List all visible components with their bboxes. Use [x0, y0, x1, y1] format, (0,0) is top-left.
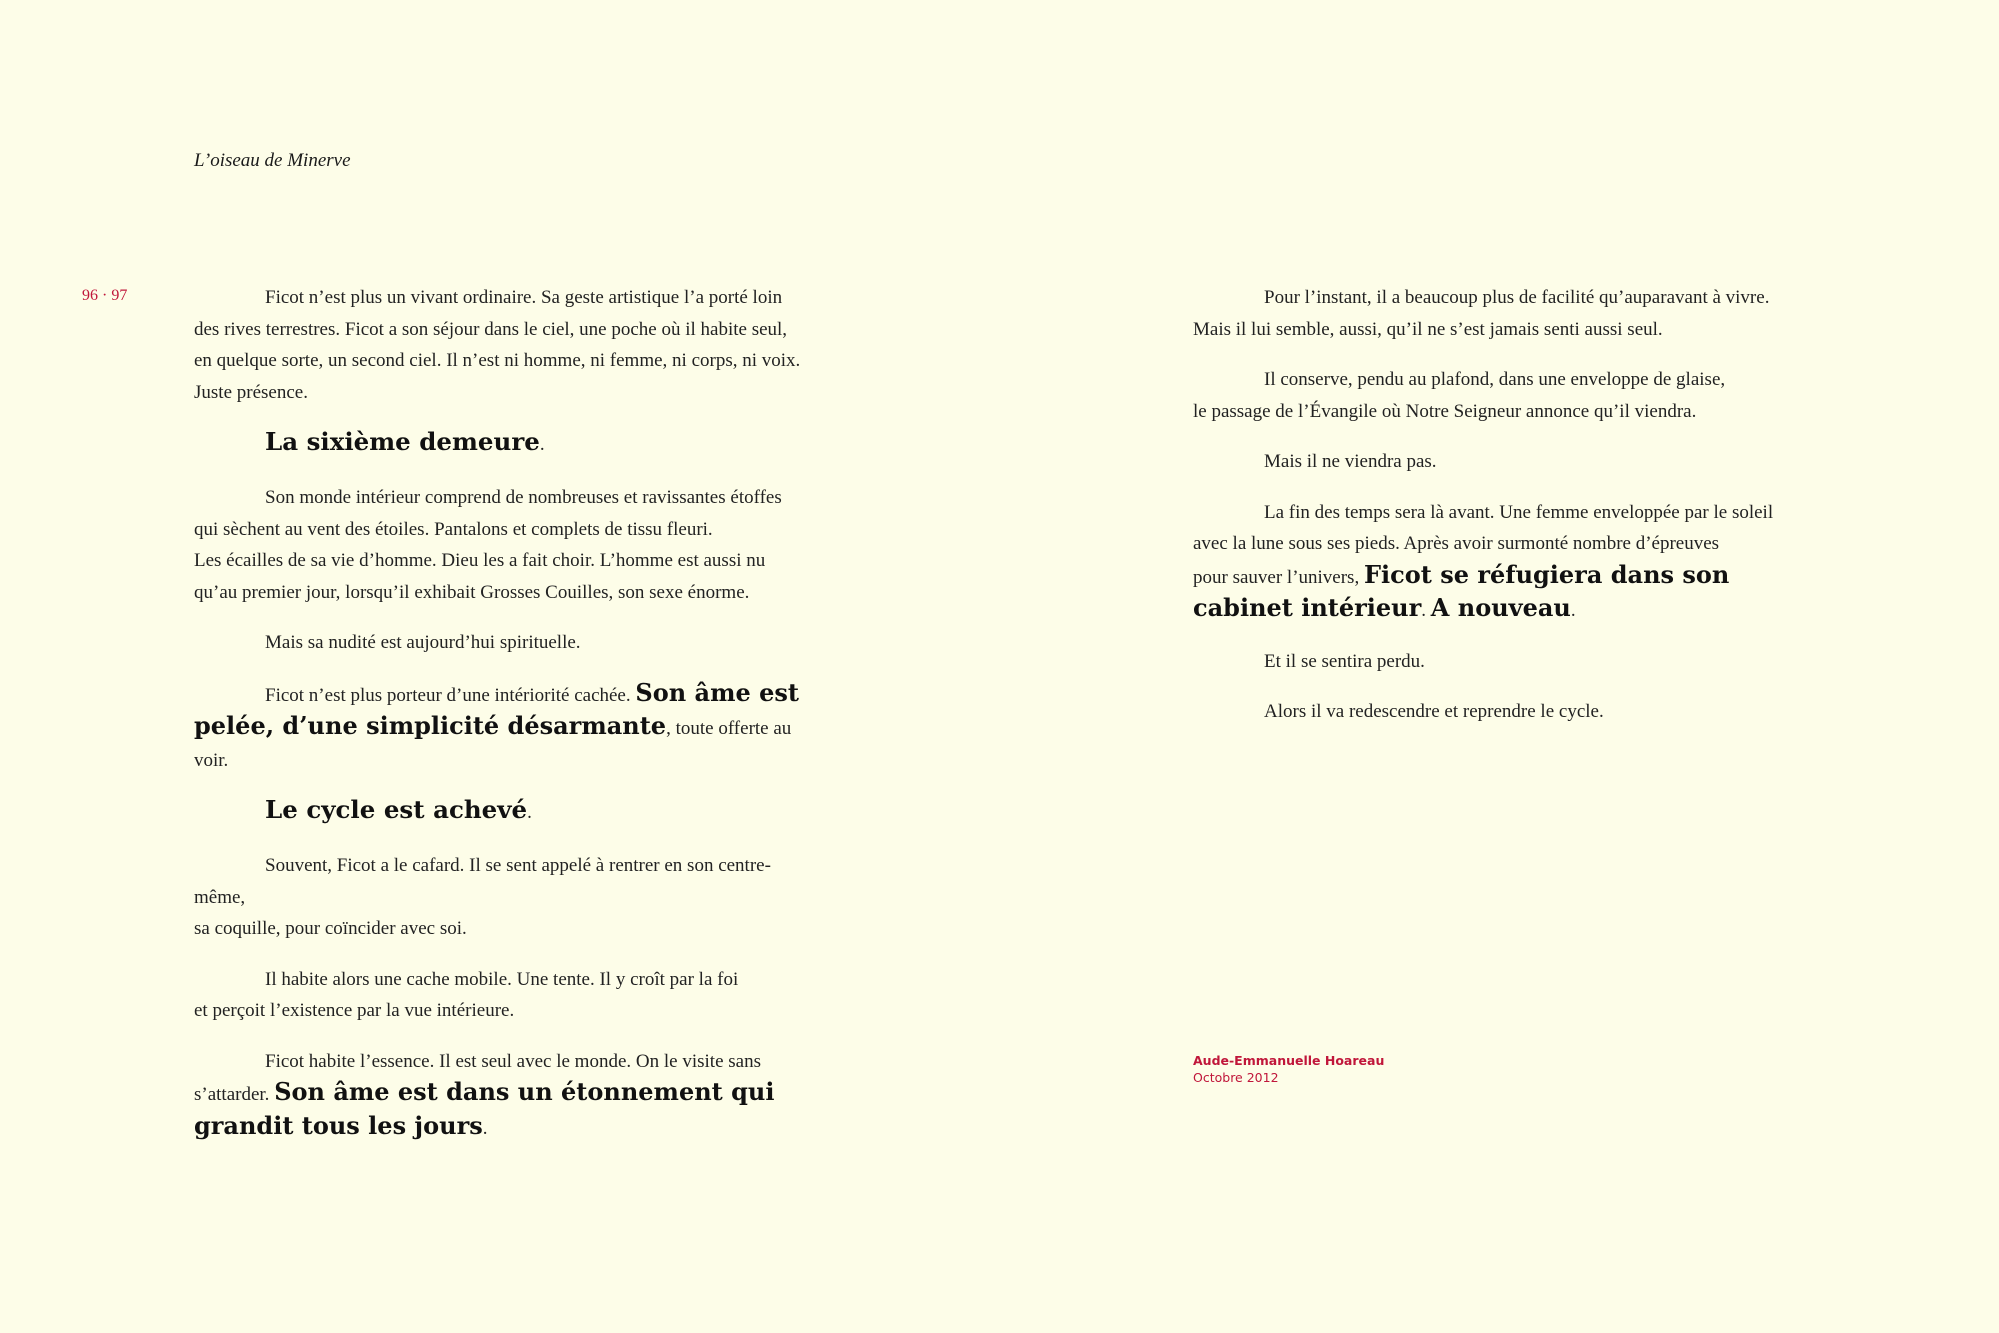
paragraph: Ficot n’est plus porteur d’une intériorité cachée. Son âme est pelée, d’une simplicité désarmante, toute offerte au voir.: [194, 677, 799, 771]
paragraph: Alors il va redescendre et reprendre le cycle.: [1264, 701, 1604, 722]
emphasis: A nouveau: [1430, 593, 1571, 622]
right-column: [1193, 282, 1793, 747]
section-heading: La sixième demeure.: [265, 427, 545, 456]
paragraph: Mais il ne viendra pas.: [1264, 451, 1437, 472]
paragraph: Ficot n’est plus un vivant ordinaire. Sa geste artistique l’a porté loin des rives terrestres. Ficot a son séjour dans le ciel, une poche où il habite seul, en quelque sorte, un second ciel. Il n’est ni homme, ni femme, ni corps, ni voix. Juste présence.: [194, 287, 801, 403]
author-name: Aude-Emmanuelle Hoareau: [1193, 1053, 1385, 1068]
paragraph: La fin des temps sera là avant. Une femme enveloppée par le soleil avec la lune sous ses pieds. Après avoir surmonté nombre d’épreuves pour sauver l’univers, Ficot se réfugiera dans son cabinet intérieur. A nouveau.: [1193, 501, 1774, 622]
left-column: [194, 282, 814, 1163]
paragraph: Souvent, Ficot a le cafard. Il se sent appelé à rentrer en son centre-même, sa coquille, pour coïncider avec soi.: [194, 855, 771, 939]
section-heading: Le cycle est achevé.: [265, 795, 532, 824]
running-title: L’oiseau de Minerve: [194, 150, 351, 171]
paragraph: Ficot habite l’essence. Il est seul avec le monde. On le visite sans s’attarder. Son âme est dans un étonnement qui grandit tous les jours.: [194, 1050, 775, 1140]
emphasis: Ficot se réfugiera dans son cabinet intérieur: [1193, 559, 1730, 622]
signature-date: Octobre 2012: [1193, 1070, 1279, 1085]
page-numbers: 96 · 97: [82, 287, 128, 304]
paragraph: Il habite alors une cache mobile. Une tente. Il y croît par la foi et perçoit l’existence par la vue intérieure.: [194, 968, 739, 1021]
paragraph: Il conserve, pendu au plafond, dans une enveloppe de glaise, le passage de l’Évangile où Notre Seigneur annonce qu’il viendra.: [1193, 369, 1726, 422]
emphasis: Son âme est dans un étonnement qui grandit tous les jours: [194, 1077, 775, 1140]
paragraph: Pour l’instant, il a beaucoup plus de facilité qu’auparavant à vivre. Mais il lui semble, aussi, qu’il ne s’est jamais senti aussi seul.: [1193, 287, 1770, 340]
signature: [1193, 1052, 1384, 1086]
paragraph: Son monde intérieur comprend de nombreuses et ravissantes étoffes qui sèchent au vent des étoiles. Pantalons et complets de tissu fleuri. Les écailles de sa vie d’homme. Dieu les a fait choir. L’homme est aussi nu qu’au premier jour, lorsqu’il exhibait Grosses Couilles, son sexe énorme.: [194, 487, 782, 603]
emphasis: Son âme est pelée, d’une simplicité désarmante: [194, 677, 799, 740]
paragraph: Mais sa nudité est aujourd’hui spirituelle.: [265, 632, 581, 653]
paragraph: Et il se sentira perdu.: [1264, 650, 1425, 672]
